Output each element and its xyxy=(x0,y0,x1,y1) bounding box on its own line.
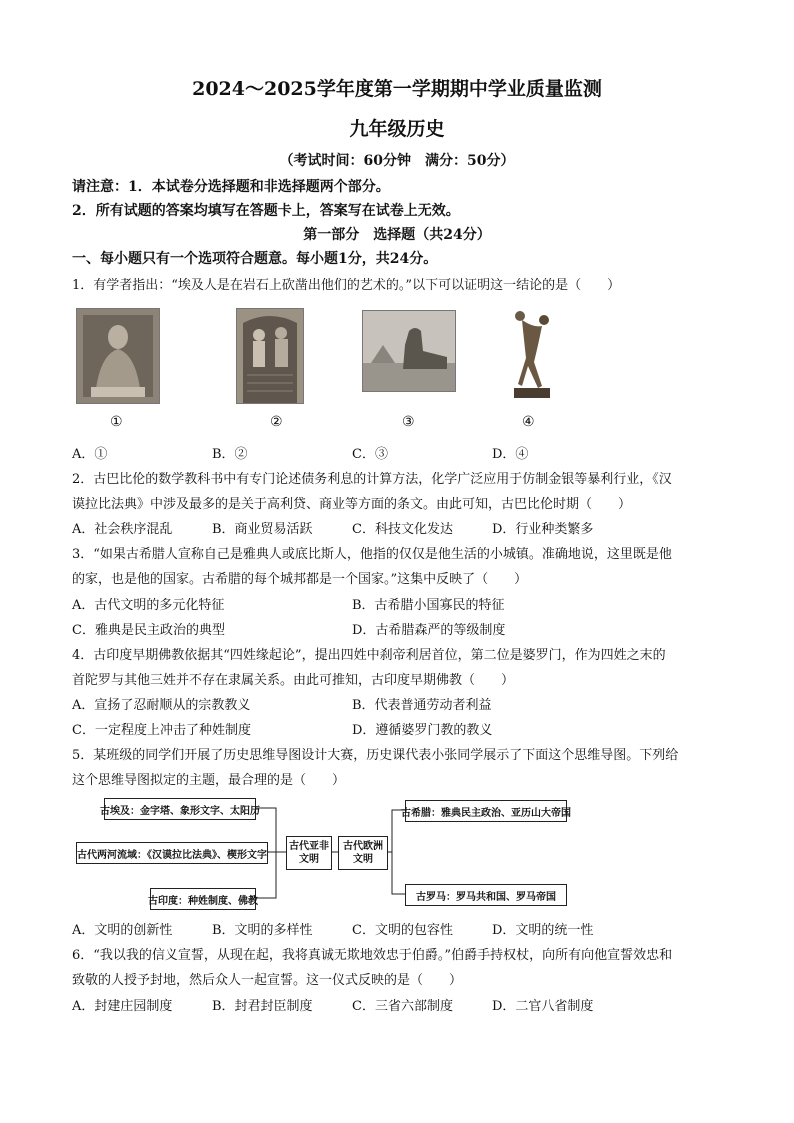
mindmap-india: 古印度：种姓制度、佛教 xyxy=(150,888,256,910)
q5-line-1: 5．某班级的同学们开展了历史思维导图设计大赛，历史课代表小张同学展示了下面这个思维导图。下列给 xyxy=(72,748,679,763)
mindmap-egypt: 古埃及：金字塔、象形文字、太阳历 xyxy=(104,798,256,820)
mindmap-afro-asian-line1: 古代亚非 xyxy=(289,841,329,852)
q1-stem: 1．有学者指出：“埃及人是在岩石上砍凿出他们的艺术的。”以下可以证明这一结论的是（ ） xyxy=(72,278,621,293)
caption-3: ③ xyxy=(402,414,415,430)
part1-instruction: 一、每小题只有一个选项符合题意。每小题1分，共24分。 xyxy=(72,251,438,267)
q1-option-d: D．④ xyxy=(492,447,529,462)
q3-option-c: C．雅典是民主政治的典型 xyxy=(72,623,225,638)
part1-heading: 第一部分 选择题（共24分） xyxy=(303,227,491,243)
exam-info: （考试时间：60分钟 满分：50分） xyxy=(279,153,515,169)
mindmap-mesopotamia: 古代两河流域：《汉谟拉比法典》、楔形文字 xyxy=(76,842,268,864)
q4-line-1: 4．古印度早期佛教依据其“四姓缘起论”，提出四姓中刹帝利居首位，第二位是婆罗门，作为四姓之末的 xyxy=(72,648,666,663)
q4-option-d: D．遵循婆罗门教的教义 xyxy=(352,723,493,738)
mindmap-european-line1: 古代欧洲 xyxy=(343,841,383,852)
q2-option-d: D．行业种类繁多 xyxy=(492,522,594,537)
q5-line-2: 这个思维导图拟定的主题，最合理的是（ ） xyxy=(72,773,346,788)
q6-option-b: B．封君封臣制度 xyxy=(212,999,313,1014)
note-1: 请注意：1．本试卷分选择题和非选择题两个部分。 xyxy=(72,179,390,195)
q6-option-c: C．三省六部制度 xyxy=(352,999,453,1014)
mindmap-rome: 古罗马：罗马共和国、罗马帝国 xyxy=(405,884,567,906)
q5-option-d: D．文明的统一性 xyxy=(492,923,594,938)
q3-line-1: 3．“如果古希腊人宣称自己是雅典人或底比斯人，他指的仅仅是他生活的小城镇。准确地说，这里既是他 xyxy=(72,547,672,562)
q3-line-2: 的家，也是他的国家。古希腊的每个城邦都是一个国家。”这集中反映了（ ） xyxy=(72,572,528,587)
q4-option-c: C．一定程度上冲击了种姓制度 xyxy=(72,723,251,738)
q2-option-b: B．商业贸易活跃 xyxy=(212,522,313,537)
q6-line-2: 致敬的人授予封地，然后众人一起宣誓。这一仪式反映的是（ ） xyxy=(72,973,463,988)
q1-option-b: B．② xyxy=(212,447,248,462)
exam-subtitle: 九年级历史 xyxy=(349,118,445,140)
q1-option-c: C．③ xyxy=(352,447,388,462)
q4-line-2: 首陀罗与其他三姓并不存在隶属关系。由此可推知，古印度早期佛教（ ） xyxy=(72,673,515,688)
mindmap-afro-asian-line2: 文明 xyxy=(299,854,319,865)
q5-option-a: A．文明的创新性 xyxy=(72,923,173,938)
note-2: 2．所有试题的答案均填写在答题卡上，答案写在试卷上无效。 xyxy=(72,203,460,219)
caption-4: ④ xyxy=(522,414,535,430)
q6-option-d: D．二官八省制度 xyxy=(492,999,594,1014)
mindmap-european-line2: 文明 xyxy=(353,854,373,865)
q3-option-a: A．古代文明的多元化特征 xyxy=(72,598,225,613)
q2-option-c: C．科技文化发达 xyxy=(352,522,453,537)
q6-line-1: 6．“我以我的信义宣誓，从现在起，我将真诚无欺地效忠于伯爵。”伯爵手持权杖，向所有向他宣誓效忠和 xyxy=(72,948,673,963)
caption-1: ① xyxy=(110,414,123,430)
caption-2: ② xyxy=(270,414,283,430)
q2-option-a: A．社会秩序混乱 xyxy=(72,522,173,537)
q2-line-1: 2．古巴比伦的数学教科书中有专门论述债务利息的计算方法，化学广泛应用于仿制金银等暴利行业，《汉 xyxy=(72,472,672,487)
mindmap-greece: 古希腊：雅典民主政治、亚历山大帝国 xyxy=(405,800,567,822)
mindmap-afro-asian xyxy=(286,836,332,870)
exam-title: 2024～2025学年度第一学期期中学业质量监测 xyxy=(192,78,602,100)
q5-option-b: B．文明的多样性 xyxy=(212,923,313,938)
q4-option-a: A．宣扬了忍耐顺从的宗教教义 xyxy=(72,698,251,713)
q4-option-b: B．代表普通劳动者利益 xyxy=(352,698,492,713)
mindmap-european xyxy=(338,836,388,870)
q6-option-a: A．封建庄园制度 xyxy=(72,999,173,1014)
q2-line-2: 谟拉比法典》中涉及最多的是关于高利贷、商业等方面的条文。由此可知，古巴比伦时期（ ） xyxy=(72,497,632,512)
q5-option-c: C．文明的包容性 xyxy=(352,923,453,938)
q3-option-d: D．古希腊森严的等级制度 xyxy=(352,623,506,638)
q1-option-a: A．① xyxy=(72,447,108,462)
q3-option-b: B．古希腊小国寡民的特征 xyxy=(352,598,505,613)
